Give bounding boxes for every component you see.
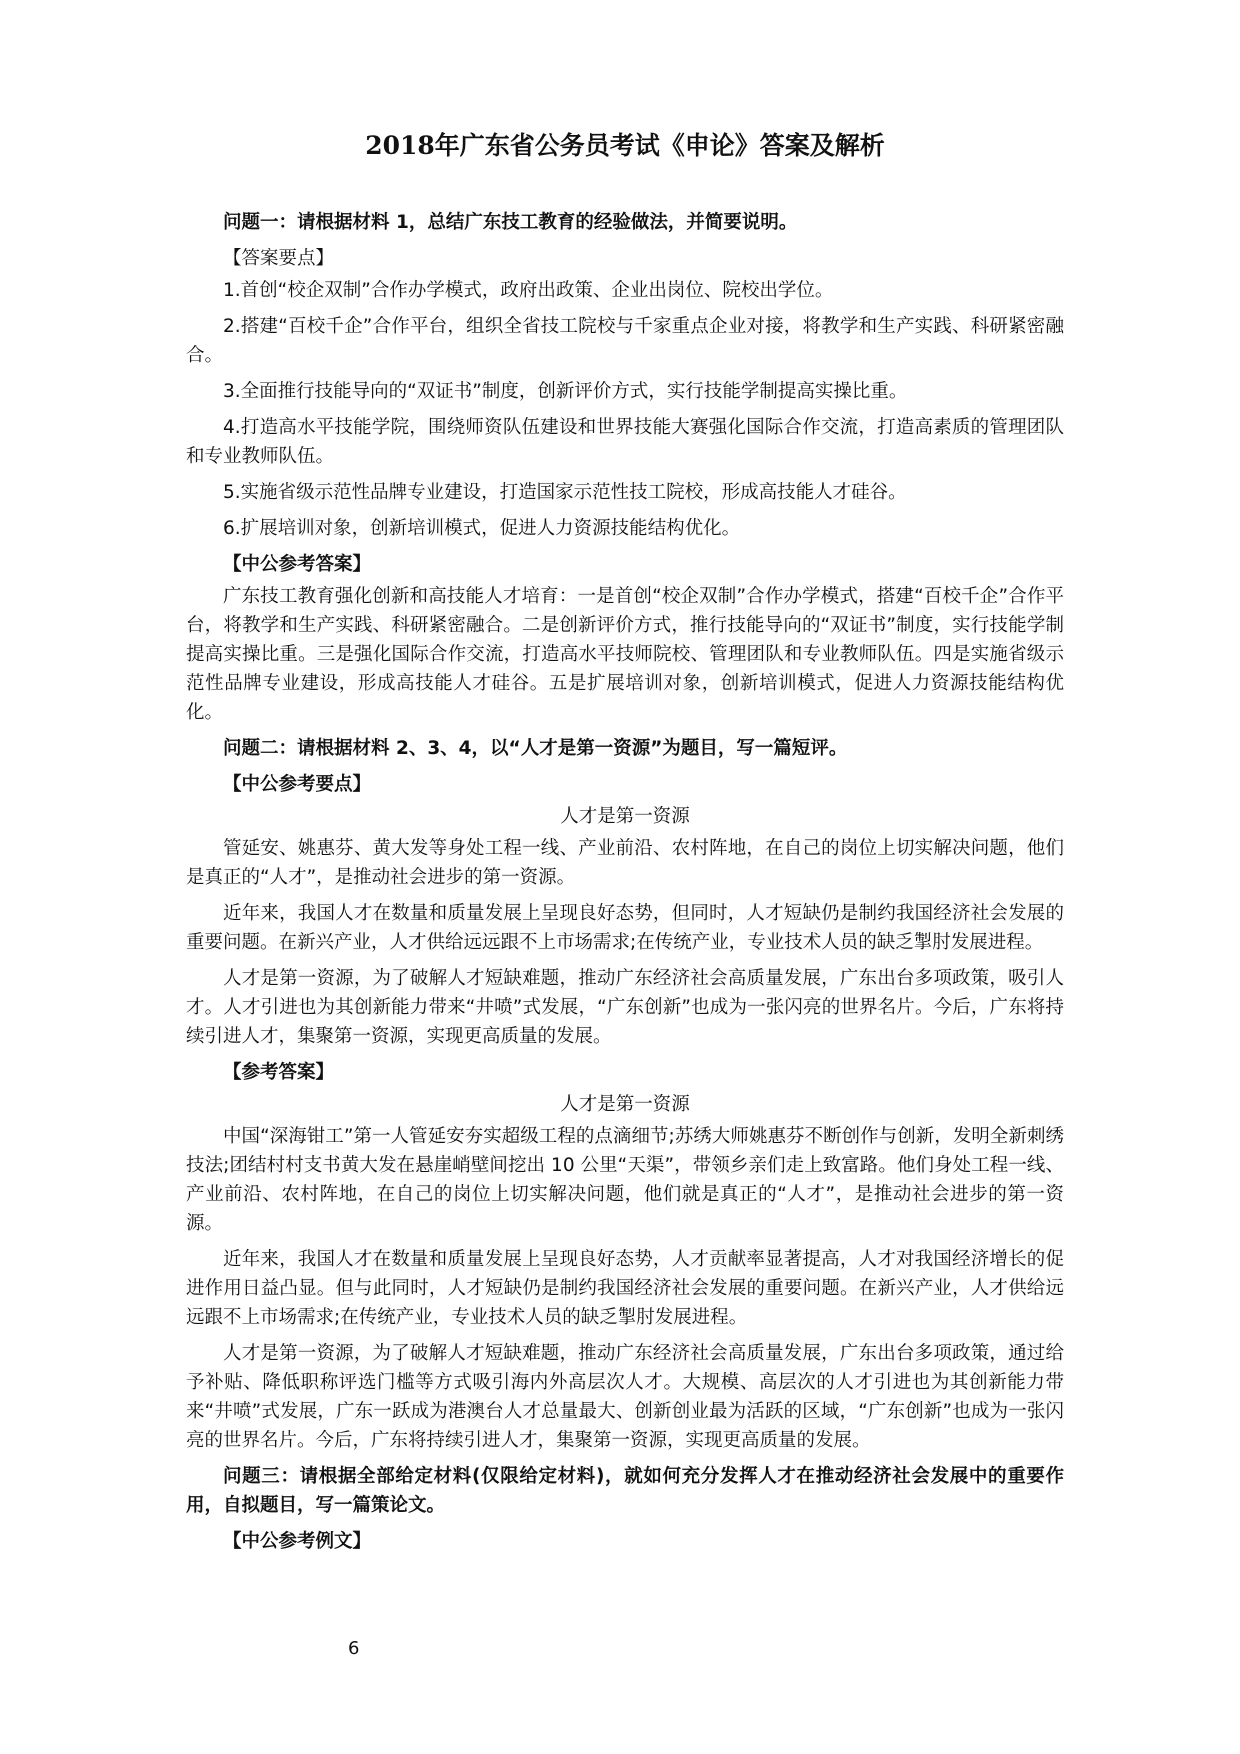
question-3: 问题三：请根据全部给定材料(仅限给定材料)，就如何充分发挥人才在推动经济社会发展中的重要作用，自拟题目，写一篇策论文。 <box>186 1466 1064 1516</box>
reference-points-heading: 【中公参考要点】 <box>223 774 372 795</box>
document-body <box>186 208 1064 1563</box>
essay-paragraph: 管延安、姚惠芬、黄大发等身处工程一线、产业前沿、农村阵地，在自己的岗位上切实解决问题，他们是真正的“人才”，是推动社会进步的第一资源。 <box>186 838 1064 888</box>
answer-point-1: 1.首创“校企双制”合作办学模式，政府出政策、企业出岗位、院校出学位。 <box>223 280 834 301</box>
answer-point-2: 2.搭建“百校千企”合作平台，组织全省技工院校与千家重点企业对接，将教学和生产实践、科研紧密融合。 <box>186 316 1064 366</box>
answer-point-4: 4.打造高水平技能学院，围绕师资队伍建设和世界技能大赛强化国际合作交流，打造高素质的管理团队和专业教师队伍。 <box>186 417 1064 467</box>
essay-title: 人才是第一资源 <box>560 806 690 827</box>
answer-points-heading: 【答案要点】 <box>223 248 335 269</box>
essay-paragraph: 人才是第一资源，为了破解人才短缺难题，推动广东经济社会高质量发展，广东出台多项政策，通过给予补贴、降低职称评选门槛等方式吸引海内外高层次人才。大规模、高层次的人才引进也为其创新能力带来“井喷”式发展，广东一跃成为港澳台人才总量最大、创新创业最为活跃的区域，“广东创新”也成为一张闪亮的世界名片。今后，广东将持续引进人才，集聚第一资源，实现更高质量的发展。 <box>186 1343 1064 1451</box>
page-number: 6 <box>348 1638 360 1659</box>
document-title: 2018年广东省公务员考试《申论》答案及解析 <box>365 131 885 160</box>
answer-point-5: 5.实施省级示范性品牌专业建设，打造国家示范性技工院校，形成高技能人才硅谷。 <box>223 482 907 503</box>
essay-paragraph: 近年来，我国人才在数量和质量发展上呈现良好态势，但同时，人才短缺仍是制约我国经济社会发展的重要问题。在新兴产业，人才供给远远跟不上市场需求;在传统产业，专业技术人员的缺乏掣肘发展进程。 <box>186 903 1064 953</box>
reference-answer-heading: 【中公参考答案】 <box>223 554 372 575</box>
reference-essay-heading: 【中公参考例文】 <box>223 1531 372 1552</box>
essay-paragraph: 人才是第一资源，为了破解人才短缺难题，推动广东经济社会高质量发展，广东出台多项政策，吸引人才。人才引进也为其创新能力带来“井喷”式发展，“广东创新”也成为一张闪亮的世界名片。今后，广东将持续引进人才，集聚第一资源，实现更高质量的发展。 <box>186 968 1064 1047</box>
essay-paragraph: 中国“深海钳工”第一人管延安夯实超级工程的点滴细节;苏绣大师姚惠芬不断创作与创新，发明全新刺绣技法;团结村村支书黄大发在悬崖峭壁间挖出 10 公里“天渠”，带领乡亲们走上致富路。他们身处工程一线、产业前沿、农村阵地，在自己的岗位上切实解决问题，他们就是真正的“人才”，是推动社会进步的第一资源。 <box>186 1126 1064 1234</box>
question-1: 问题一：请根据材料 1，总结广东技工教育的经验做法，并简要说明。 <box>223 212 798 233</box>
essay-title: 人才是第一资源 <box>560 1094 690 1115</box>
answer-point-3: 3.全面推行技能导向的“双证书”制度，创新评价方式，实行技能学制提高实操比重。 <box>223 381 908 402</box>
answer-point-6: 6.扩展培训对象，创新培训模式，促进人力资源技能结构优化。 <box>223 518 741 539</box>
reference-answer-heading: 【参考答案】 <box>223 1062 335 1083</box>
reference-answer-text: 广东技工教育强化创新和高技能人才培育：一是首创“校企双制”合作办学模式，搭建“百校千企”合作平台，将教学和生产实践、科研紧密融合。二是创新评价方式，推行技能导向的“双证书”制度，实行技能学制提高实操比重。三是强化国际合作交流，打造高水平技师院校、管理团队和专业教师队伍。四是实施省级示范性品牌专业建设，形成高技能人才硅谷。五是扩展培训对象，创新培训模式，促进人力资源技能结构优化。 <box>186 586 1064 723</box>
essay-paragraph: 近年来，我国人才在数量和质量发展上呈现良好态势，人才贡献率显著提高，人才对我国经济增长的促进作用日益凸显。但与此同时，人才短缺仍是制约我国经济社会发展的重要问题。在新兴产业，人才供给远远跟不上市场需求;在传统产业，专业技术人员的缺乏掣肘发展进程。 <box>186 1249 1064 1328</box>
question-2: 问题二：请根据材料 2、3、4，以“人才是第一资源”为题目，写一篇短评。 <box>223 738 848 759</box>
